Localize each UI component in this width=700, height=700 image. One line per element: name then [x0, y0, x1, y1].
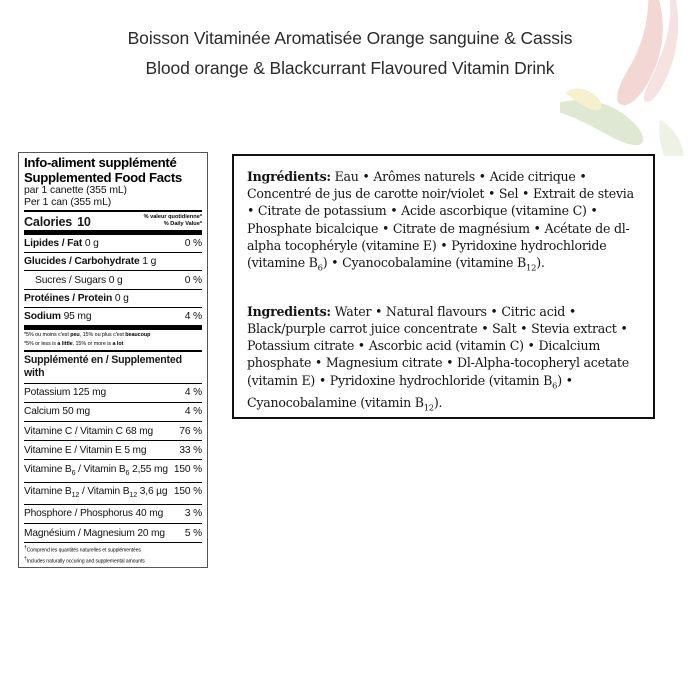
supplement-row-divider	[24, 440, 202, 441]
fineprint-en-mid: , 15% or more is	[72, 341, 113, 348]
nutrient-row	[24, 236, 202, 251]
nutrient-name: Sodium 95 mg	[24, 311, 92, 323]
supplement-daily-value: 3 %	[184, 508, 202, 520]
fineprint-en-bold2: a lot	[112, 341, 124, 348]
supplement-name: Phosphore / Phosphorus 40 mg	[24, 508, 164, 520]
fineprint-en-bold1: a little	[57, 341, 73, 348]
supplement-name: Potassium 125 mg	[24, 387, 106, 399]
supplement-row	[24, 525, 202, 541]
supplement-row	[24, 506, 202, 522]
daily-value-header	[144, 214, 202, 228]
serving-size-fr: par 1 canette (355 mL)	[24, 185, 127, 196]
nutrient-row	[24, 309, 202, 324]
nutrient-rows	[24, 236, 202, 325]
supplement-daily-value: 4 %	[184, 387, 202, 399]
supplement-row	[24, 423, 202, 439]
nutrient-row-divider	[24, 289, 202, 290]
supplement-row	[24, 442, 202, 458]
calories-row	[24, 213, 202, 228]
footnote-fr	[24, 544, 202, 554]
footnote-text-en: Includes naturally occuring and supplemental amounts	[26, 558, 145, 565]
supplement-daily-value: 150 %	[173, 464, 202, 475]
fineprint-fr-bold2: beaucoup	[125, 332, 151, 339]
nutrient-row-divider	[24, 270, 202, 271]
divider-below-supplemented-header	[24, 383, 202, 384]
divider-above-supplemented	[24, 350, 202, 352]
ingredients-text-fr: Eau • Arômes naturels • Acide citrique • Concentré de jus de carotte noir/violet • Sel • Extrait de stevia • Citrate de potassium • Acide ascorbique (vitamine C) • Phosphate bicalcique • Citrate de magnésium • Acétate de dl-alpha tocophéryle (vitamine E) • Pyridoxine hydrochloride (vitamine $B_6$) • Cyanocobalamine (vitamine $B_{12}$).	[247, 169, 634, 273]
supplement-row-divider	[24, 482, 202, 483]
footnote-marker-en: †	[24, 555, 27, 562]
product-title-en: Blood orange & Blackcurrant Flavoured Vitamin Drink	[145, 58, 555, 78]
nutrient-row	[24, 272, 202, 287]
fineprint-fr-mid: , 15% ou plus c'est	[79, 332, 126, 339]
footnote-marker-fr: †	[24, 545, 27, 552]
fineprint-en	[24, 340, 202, 349]
supplement-daily-value: 150 %	[173, 486, 202, 498]
nutrient-row-divider	[24, 307, 202, 308]
nutrient-daily-value: 0 %	[184, 274, 202, 286]
footnote-en	[24, 555, 202, 565]
fineprint-fr-bold1: peu	[70, 332, 80, 339]
nutrient-name: Glucides / Carbohydrate 1 g	[24, 256, 157, 268]
footnote-text-fr: Comprend les quantités naturelles et supplémentées	[26, 547, 141, 554]
supplement-daily-value: 5 %	[184, 527, 202, 539]
nutrient-daily-value: 4 %	[184, 311, 202, 323]
divider-above-calories	[24, 210, 202, 212]
panel-title-fr: Info-aliment supplémenté	[24, 155, 177, 170]
divider-above-footnotes	[24, 542, 202, 543]
nutrient-name: Protéines / Protein 0 g	[24, 292, 129, 304]
calories-left	[24, 215, 91, 229]
supplement-rows	[24, 385, 202, 542]
ingredients-text-en: Water • Natural flavours • Citric acid • Black/purple carrot juice concentrate • Salt • Stevia extract • Potassium citrate • Ascorbic acid (vitamin C) • Dicalcium phosphate • Magnesium citrate • Dl-Alpha-tocopheryl acetate (vitamin E) • Pyridoxine hydrochloride (vitamin $B_6$) • Cyanocobalamine (vitamin $B_{12}$).	[247, 303, 629, 413]
serving-size-en: Per 1 can (355 mL)	[24, 197, 112, 209]
ingredients-label-fr: Ingrédients:	[247, 169, 331, 184]
nutrient-row-divider	[24, 252, 202, 253]
nutrient-name: Sucres / Sugars 0 g	[35, 274, 123, 286]
supplement-row	[24, 461, 202, 480]
nutrient-daily-value: 0 %	[184, 237, 202, 249]
calories-label: Calories	[24, 214, 73, 229]
product-titles	[0, 28, 700, 79]
supplement-daily-value: 4 %	[184, 406, 202, 418]
calories-value: 10	[77, 214, 91, 229]
supplement-name: Vitamine C / Vitamin C 68 mg	[24, 425, 154, 437]
daily-value-header-fr: % valeur quotidienne*	[143, 214, 202, 221]
supplement-name: Vitamine $B_{12}$ / Vitamin $B_{12}$ 3,6 µg	[24, 486, 168, 500]
ingredients-en	[247, 303, 640, 417]
divider-below-calories	[24, 230, 202, 235]
nutrient-name: Lipides / Fat 0 g	[24, 237, 99, 249]
fineprint-en-pre: *5% or less is	[24, 341, 58, 348]
supplement-row-divider	[24, 459, 202, 460]
supplement-row-divider	[24, 402, 202, 403]
supplemented-with-header: Supplémenté en / Supplemented with	[24, 354, 182, 380]
supplement-name: Calcium 50 mg	[24, 406, 90, 418]
product-title-fr: Boisson Vitaminée Aromatisée Orange sanguine & Cassis	[127, 28, 573, 48]
supplement-name: Magnésium / Magnesium 20 mg	[24, 527, 165, 539]
supplement-name: Vitamine $B_6$ / Vitamin $B_6$ 2,55 mg	[24, 464, 168, 478]
ingredients-label-en: Ingredients:	[247, 303, 331, 319]
divider-above-fineprint	[24, 325, 202, 330]
supplement-name: Vitamine E / Vitamin E 5 mg	[24, 444, 147, 456]
ingredients-box	[232, 154, 655, 419]
nutrient-row	[24, 291, 202, 306]
fineprint-fr	[24, 331, 202, 340]
panel-title-en: Supplemented Food Facts	[24, 169, 182, 185]
supplement-daily-value: 33 %	[179, 444, 202, 456]
supplement-row-divider	[24, 504, 202, 505]
nutrient-row	[24, 254, 202, 269]
supplement-daily-value: 76 %	[179, 425, 202, 437]
fineprint-fr-pre: *5% ou moins c'est	[24, 332, 71, 339]
supplemented-food-facts-panel	[18, 152, 208, 568]
supplement-row	[24, 484, 202, 503]
supplement-row	[24, 404, 202, 420]
supplement-row-divider	[24, 523, 202, 524]
ingredients-fr	[247, 168, 640, 277]
supplement-row	[24, 385, 202, 401]
daily-value-header-en: % Daily Value*	[163, 221, 202, 227]
supplement-row-divider	[24, 421, 202, 422]
decorative-leaf-artwork	[560, 0, 700, 160]
